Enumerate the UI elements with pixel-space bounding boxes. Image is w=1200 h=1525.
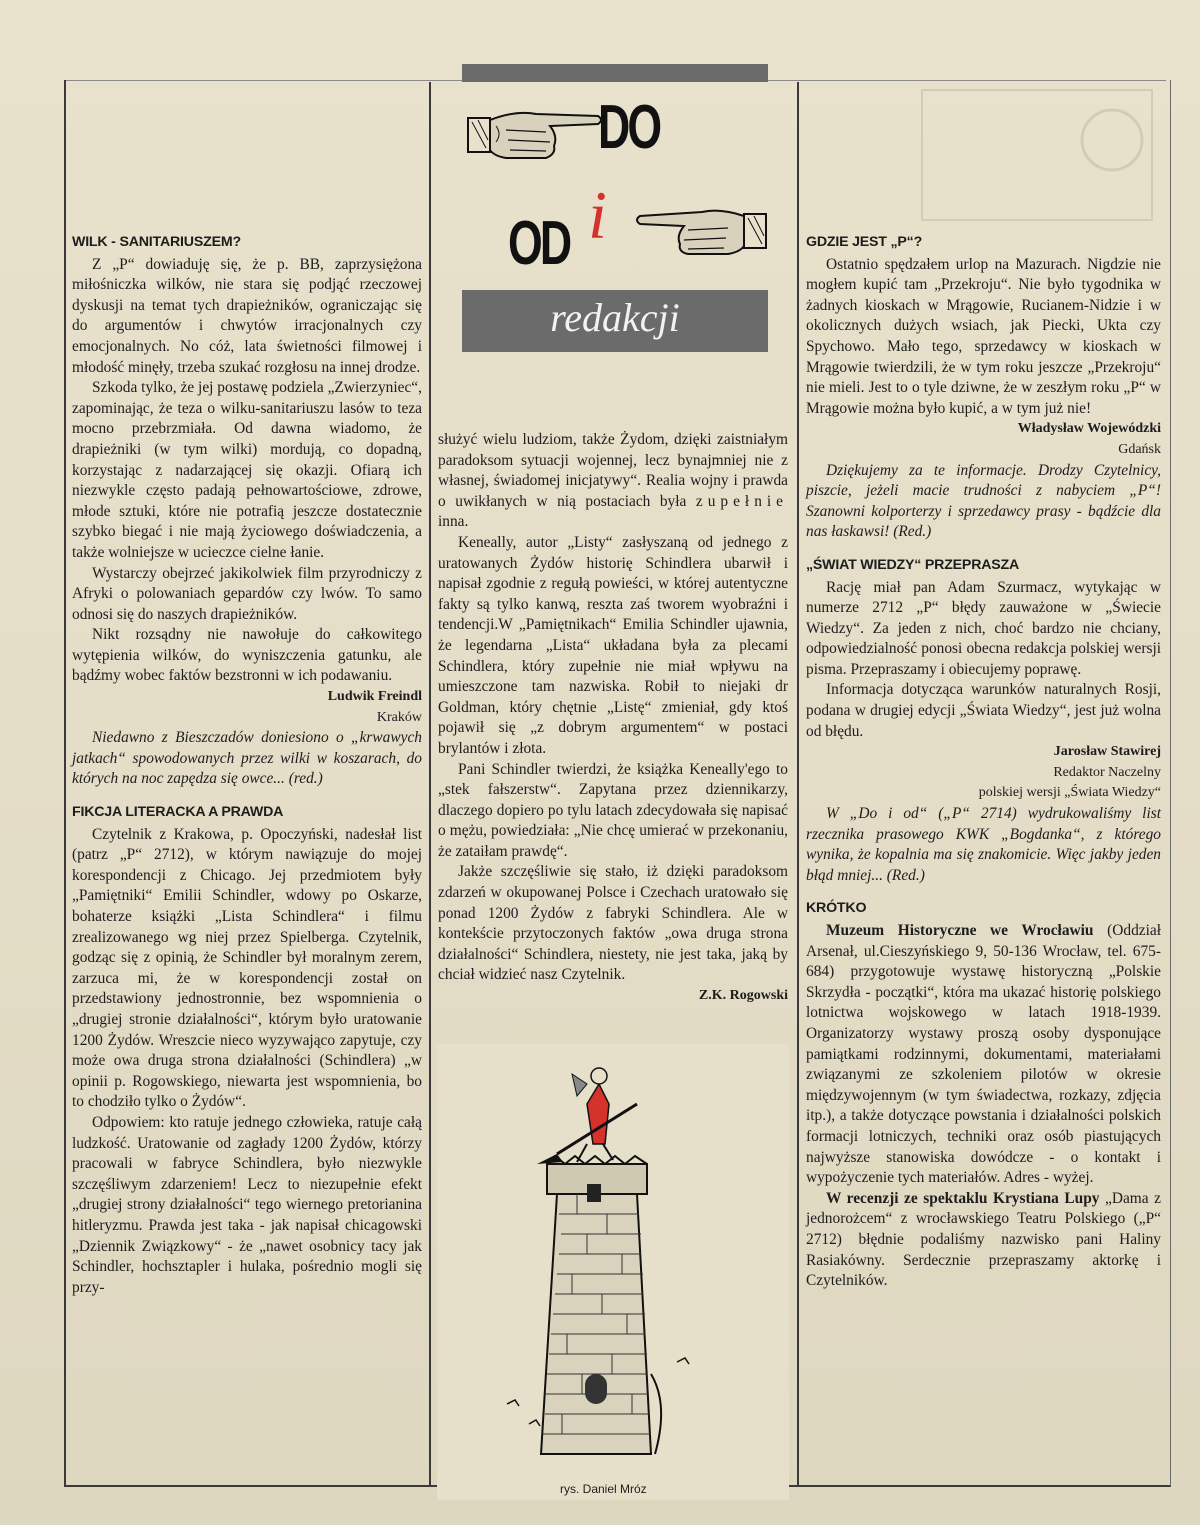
paragraph: Informacja dotycząca warunków naturalnych Rosji, podana w drugiej edycji „Świata Wiedzy“, jest już wolna od błędu.	[806, 681, 1161, 740]
letter-signature: Z.K. Rogowski	[698, 988, 788, 1004]
editor-note: Dziękujemy za te informacje. Drodzy Czytelnicy, piszcie, jeżeli macie trudności z nabyciem „P“! Szanowni kolporterzy i sprzedawcy prasy - bądźcie dla nas łaskawsi! (Red.)	[806, 461, 1161, 541]
paragraph: Ostatnio spędzałem urlop na Mazurach. Nigdzie nie mogłem kupić tam „Przekroju“. Nie było tygodnika w żadnych kioskach w Mrągowie, Rucianem-Nidzie i w okolicznych dużych wsiach, jak Piecki, Ukta czy Spychowo. Mało tego, sprzedawcy w kioskach w Mrągowie twierdzili, że w tym roku jeszcze „Przekroju“ nie mieli. Jest to o tyle dziwne, że w zeszłym roku „P“ w Mrągowie można było kupić, a w tym już nie!	[806, 255, 1161, 417]
letter-city: Kraków	[376, 709, 422, 725]
paragraph: Pani Schindler twierdzi, że książka Keneally'ego to „stek fałszerstw“. Zapytana przez dziennikarzy, dlaczego dopiero po tylu latach zdecydowała się napisać o mężu, powiedziała: „Nie chcę umierać w przekonaniu, że zataiłam prawdę“.	[438, 760, 788, 860]
text-run: „Dama z jednorożcem“ z wrocławskiego Teatru Polskiego („P“ 2712) błędnie podaliśmy nazwisko pani Haliny Rasiakówny. Serdecznie przepraszamy aktorkę i Czytelników.	[806, 1189, 1161, 1290]
letter-heading: „ŚWIAT WIEDZY“ PRZEPRASZA	[806, 556, 1020, 573]
bold-lead: Muzeum Historyczne we Wrocławiu	[826, 922, 1094, 939]
paragraph: Keneally, autor „Listy“ zasłyszaną od jednego z uratowanych Żydów historię Schindlera ubarwił i napisał zgodnie z regułą powieści, w której autentyczne fakty są tylko kanwą, reszta zaś tworem wyobraźni i tendencji.W „Pamiętnikach“ Emilia Schindler ujawnia, że legendarna „Lista“ układana była za plecami Schindlera, który zupełnie nie miał wpływu na umieszczone tam nazwiska. Robił to niejaki dr Goldman, który chętnie „Listę“ zmieniał, gdy ktoś pojawił się „z dobrym argumentem“ w postaci brylantów i złota.	[438, 533, 788, 757]
column-divider-2	[797, 82, 799, 1485]
paragraph	[438, 430, 788, 533]
masthead-do: DO	[598, 93, 660, 162]
column-divider-1	[429, 82, 431, 1485]
letter-signature: Ludwik Freindl	[327, 689, 422, 705]
spaced-word: zupełnie	[695, 492, 788, 510]
paragraph: Jakże szczęśliwie się stało, iż dzięki paradoksom zdarzeń w okupowanej Polsce i Czechach uratowało się ponad 1200 Żydów z fabryki Schindlera. Ale w kontekście przytoczonych faktów „owa druga strona działalności“ Schindlera, niestety, nie jest taka, jaką by chciał widzieć nasz Czytelnik.	[438, 863, 788, 984]
paragraph: Czytelnik z Krakowa, p. Opoczyński, nadesłał list (patrz „P“ 2712), w którym nawiązuje do mojej korespondencji z Chicago. Jej przedmiotem były „Pamiętniki“ Emilii Schindler, wdowy po Oskarze, bohaterze książki „Lista Schindlera“ i filmu zrealizowanego wg niej przez Spielberga. Czytelnik, godząc się z opinią, że Schindler był moralnym zerem, zarzuca mi, że w korespondencji został on przedstawiony jednostronnie, bez wspomnienia o „drugiej stronie działalności“, którym było uratowanie 1200 Żydów. Wreszcie nieco wyzywająco zapytuje, czy może owa druga strona działalności (Schindlera) „w opinii p. Rogowskiego, niewarta jest wspomnienia, bo to chodziło tylko o Żydów“.	[72, 825, 422, 1111]
letter-heading: FIKCJA LITERACKA A PRAWDA	[72, 804, 284, 821]
editor-note: Niedawno z Bieszczadów doniesiono o „krwawych jatkach“ spowodowanych przez wilki w koszarach, do których na noc zapędza się owce... (red.)	[72, 729, 422, 788]
signature-role: Redaktor Naczelny	[1053, 764, 1161, 780]
letter-heading: GDZIE JEST „P“?	[806, 234, 923, 250]
column-1	[72, 232, 422, 1298]
paragraph: Nikt rozsądny nie nawołuje do całkowitego wytępienia wilków, do wyniszczenia gatunku, ale bądźmy wobec faktów bezstronni w ich podawaniu.	[72, 626, 422, 685]
pointing-hand-left-icon	[630, 196, 770, 268]
pointing-hand-right-icon	[466, 96, 606, 176]
paragraph: Rację miał pan Adam Szurmacz, wytykając w numerze 2712 „P“ błędy zauważone w „Świecie Wiedzy“. Za jeden z nich, choć bardzo nie chciany, odpowiedzialność ponosi obecna redakcja polskiej wersji pisma. Przepraszamy i obiecujemy poprawę.	[806, 578, 1161, 678]
paragraph	[806, 921, 1161, 1189]
masthead-top-bar	[462, 64, 768, 82]
letter-city: Gdańsk	[1118, 441, 1161, 457]
paragraph: Odpowiem: kto ratuje jednego człowieka, ratuje całą ludzkość. Uratowanie od zagłady 1200 Żydów, którzy pracowali w fabryce Schindlera, było niezwykle szczęśliwym zdarzeniem! Lecz to niezupełnie efekt „drugiej strony działalności“ tego wiernego pretorianina hitleryzmu. Prawda jest taka - jak napisał chicagowski „Dziennik Związkowy“ - że „nawet osobnicy tacy jak Schindler, hochsztapler i hulaka, pośrednio mogli się przy-	[72, 1113, 422, 1296]
text-run: inna.	[438, 513, 469, 531]
letter-signature: Władysław Wojewódzki	[1017, 421, 1161, 437]
tower-illustration	[437, 1044, 789, 1500]
paragraph	[806, 1189, 1161, 1292]
illustration-caption: rys. Daniel Mróz	[560, 1482, 647, 1496]
letter-heading: KRÓTKO	[806, 900, 867, 917]
masthead-redakcji: redakcji	[550, 295, 680, 340]
signature-role: polskiej wersji „Świata Wiedzy“	[978, 785, 1161, 801]
column-3	[806, 232, 1161, 1292]
column-2	[438, 430, 788, 1007]
paragraph: Z „P“ dowiaduję się, że p. BB, zaprzysiężona miłośniczka wilków, nie stara się podjąć rzeczowej dyskusji na temat tych drapieżników, ograniczając się do argumentów i chwytów irracjonalnych czy emocjonalnych. No cóż, lata świetności filmowej i młodość minęły, trzeba szukać rozgłosu na innej drodze.	[72, 255, 422, 376]
paragraph: Wystarczy obejrzeć jakikolwiek film przyrodniczy z Afryki o polowaniach gepardów czy lwów. To samo odnosi się do naszych drapieżników.	[72, 564, 422, 623]
editor-note: W „Do i od“ („P“ 2714) wydrukowaliśmy list rzecznika prasowego KWK „Bogdanka“, z którego wynika, że kopalnia ma się znakomicie. Więc jakby jeden błąd mniej... (Red.)	[806, 805, 1161, 884]
text-run: (Oddział Arsenał, ul.Cieszyńskiego 9, 50-136 Wrocław, tel. 675-684) przygotowuje wystawę historyczną „Polskie Skrzydła - początki“, która ma ukazać historię polskiego lotnictwa wojskowego w latach 1918-1939. Organizatorzy wystawy proszą osoby dysponujące pamiątkami rodzinnymi, dokumentami, materiałami związanymi ze szkoleniem pilotów w okresie międzywojennym (w tym świadectwa, rozkazy, zdjęcia itp.), a także dotyczące powstania i działalności polskich formacji lotniczych, techniki oraz osób piastujących najwyższe stanowiska dowódcze - o kontakt i wypożyczenie tych materiałów. Adres - wyżej.	[806, 922, 1161, 1187]
letter-heading: WILK - SANITARIUSZEM?	[72, 234, 241, 250]
masthead-od: OD	[508, 209, 570, 278]
bold-lead: W recenzji ze spektaklu Krystiana Lupy	[826, 1189, 1100, 1207]
text-run: służyć wielu ludziom, także Żydom, dzięki zaistniałym paradoksom sytuacji wojennej, lecz bynajmniej nie z własnej, świadomej inicjatywy“. Realia wojny i prawda o uwikłanych w nią postaciach była	[438, 431, 788, 510]
masthead-i: i	[588, 177, 607, 253]
paragraph: Szkoda tylko, że jej postawę podziela „Zwierzyniec“, zapominając, że teza o wilku-sanitariuszu lasów to teza mocno przebrzmiała. Od dawna wiadomo, że drapieżniki (w tym wilki) mordują, co dopadną, korzystając z nadarzającej się okazji. Ofiarą ich niezwykle często padają pełnowartościowe, zdrowe, młode sztuki, które nie potrafią jeszcze dostatecznie szybko biegać i nie mają życiowego doświadczenia, a także wolniejsze w ucieczce cielne łanie.	[72, 379, 422, 561]
letter-signature: Jarosław Stawirej	[1053, 744, 1161, 760]
